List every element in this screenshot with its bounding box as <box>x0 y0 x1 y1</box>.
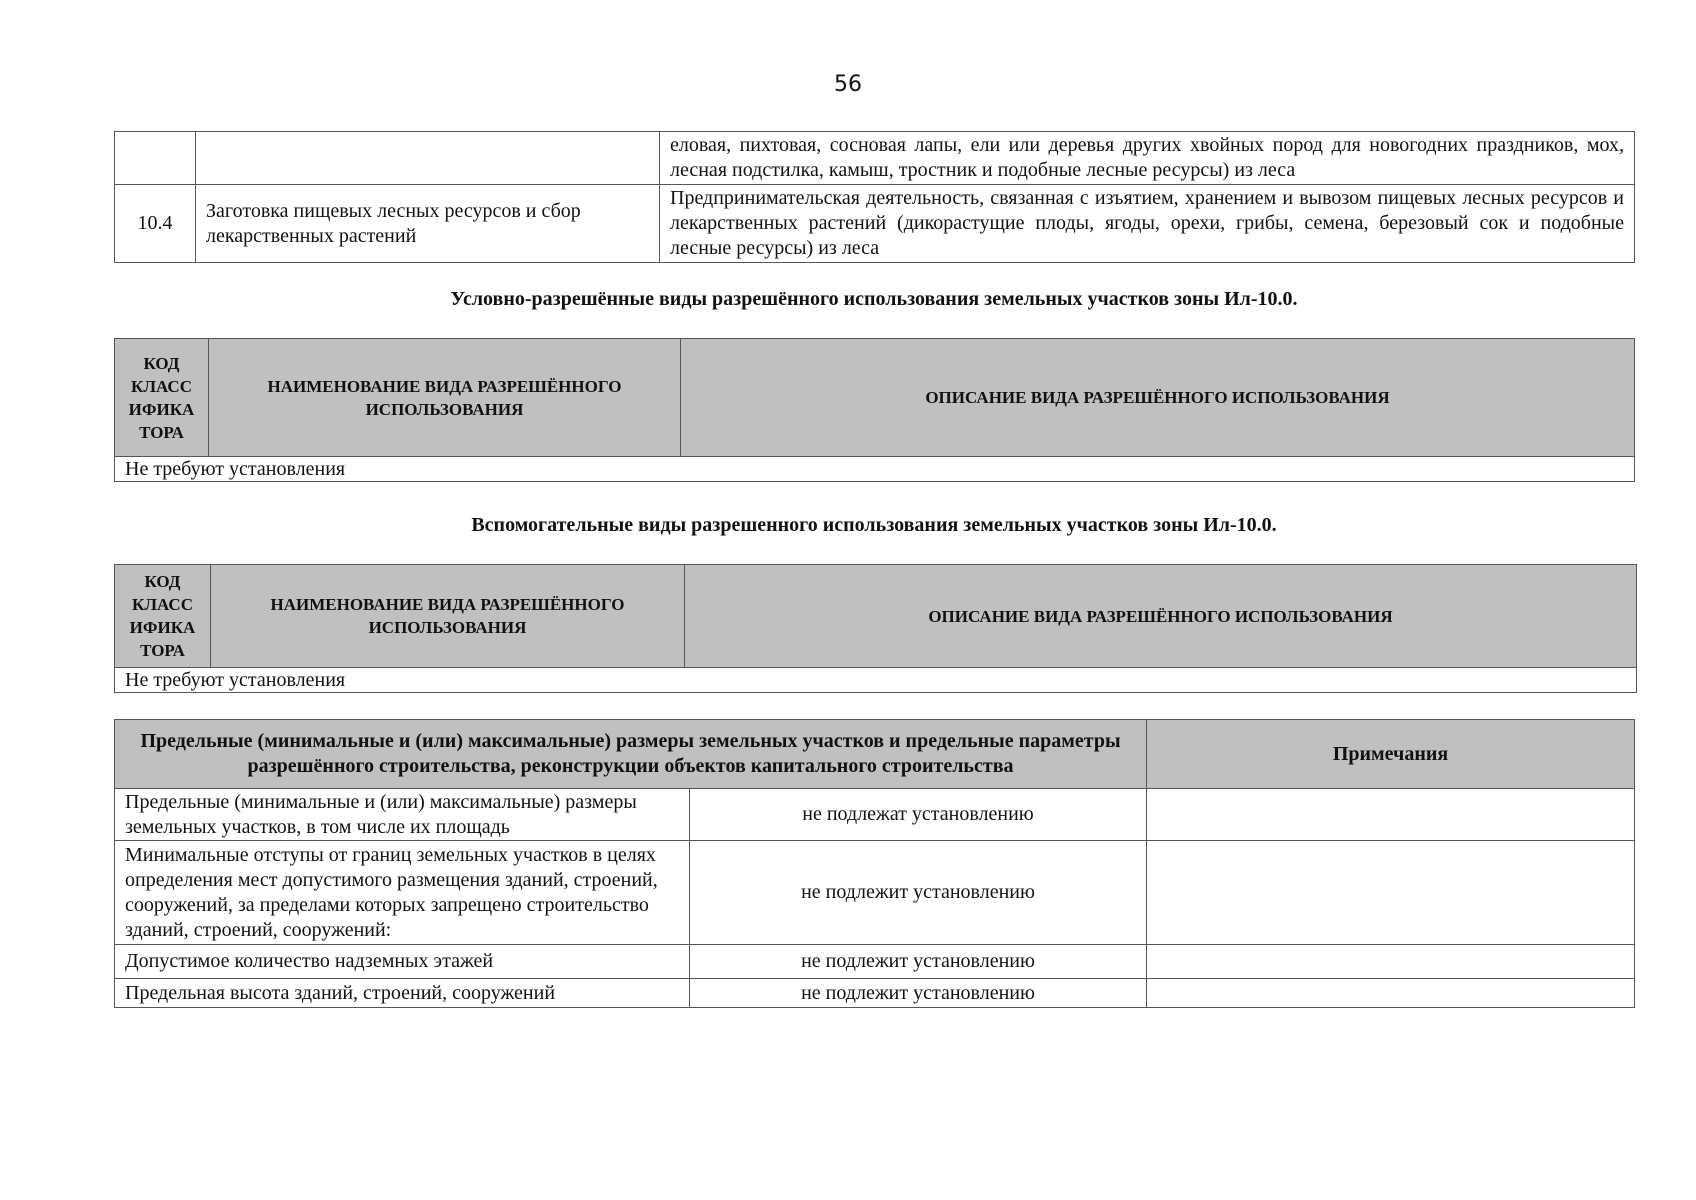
header-description: ОПИСАНИЕ ВИДА РАЗРЕШЁННОГО ИСПОЛЬЗОВАНИЯ <box>685 565 1637 668</box>
value-cell: не подлежит установлению <box>690 979 1147 1008</box>
table-row <box>115 668 1637 693</box>
header-description: ОПИСАНИЕ ВИДА РАЗРЕШЁННОГО ИСПОЛЬЗОВАНИЯ <box>681 339 1635 457</box>
value-cell: не подлежат установлению <box>690 789 1147 841</box>
conditional-uses-heading: Условно-разрешённые виды разрешённого использования земельных участков зоны Ил-10.0. <box>450 288 1298 310</box>
table-row <box>115 789 1635 841</box>
header-notes: Примечания <box>1147 720 1635 789</box>
header-code: КОД КЛАСС ИФИКА ТОРА <box>115 339 209 457</box>
table-row <box>115 185 1635 263</box>
note-cell <box>1147 789 1635 841</box>
header-name: НАИМЕНОВАНИЕ ВИДА РАЗРЕШЁННОГО ИСПОЛЬЗОВАНИЯ <box>211 565 685 668</box>
name-cell: Заготовка пищевых лесных ресурсов и сбор лекарственных растений <box>196 185 660 263</box>
table-row <box>115 841 1635 945</box>
table-row <box>115 132 1635 185</box>
not-required-cell: Не требуют установления <box>115 457 1635 482</box>
note-cell <box>1147 945 1635 979</box>
value-cell: не подлежит установлению <box>690 841 1147 945</box>
header-limits: Предельные (минимальные и (или) максимальные) размеры земельных участков и предельные параметры разрешённого строительства, реконструкции объектов капитального строительства <box>115 720 1147 789</box>
code-cell: 10.4 <box>115 185 196 263</box>
table-header-row <box>115 339 1635 457</box>
land-use-table-continued <box>114 131 1635 263</box>
limits-table <box>114 719 1635 1008</box>
table-header-row <box>115 565 1637 668</box>
parameter-cell: Предельные (минимальные и (или) максимальные) размеры земельных участков, в том числе их площадь <box>115 789 690 841</box>
table-row <box>115 979 1635 1008</box>
table-header-row <box>115 720 1635 789</box>
parameter-cell: Предельная высота зданий, строений, сооружений <box>115 979 690 1008</box>
value-cell: не подлежит установлению <box>690 945 1147 979</box>
note-cell <box>1147 841 1635 945</box>
table-row <box>115 457 1635 482</box>
note-cell <box>1147 979 1635 1008</box>
header-name: НАИМЕНОВАНИЕ ВИДА РАЗРЕШЁННОГО ИСПОЛЬЗОВАНИЯ <box>209 339 681 457</box>
auxiliary-uses-heading: Вспомогательные виды разрешенного использования земельных участков зоны Ил-10.0. <box>471 514 1277 536</box>
auxiliary-uses-table <box>114 564 1637 693</box>
not-required-cell: Не требуют установления <box>115 668 1637 693</box>
description-cell: еловая, пихтовая, сосновая лапы, ели или деревья других хвойных пород для новогодних праздников, мох, лесная подстилка, камыш, тростник и подобные лесные ресурсы) из леса <box>660 132 1635 185</box>
parameter-cell: Допустимое количество надземных этажей <box>115 945 690 979</box>
description-cell: Предпринимательская деятельность, связанная с изъятием, хранением и вывозом пищевых лесных ресурсов и лекарственных растений (дикорастущие плоды, ягоды, орехи, грибы, семена, березовый сок и подобные лесные ресурсы) из леса <box>660 185 1635 263</box>
page-number: 56 <box>834 72 862 97</box>
header-code: КОД КЛАСС ИФИКА ТОРА <box>115 565 211 668</box>
code-cell <box>115 132 196 185</box>
conditional-uses-table <box>114 338 1635 482</box>
parameter-cell: Минимальные отступы от границ земельных участков в целях определения мест допустимого размещения зданий, строений, сооружений, за пределами которых запрещено строительство зданий, строений, сооружений: <box>115 841 690 945</box>
table-row <box>115 945 1635 979</box>
name-cell <box>196 132 660 185</box>
